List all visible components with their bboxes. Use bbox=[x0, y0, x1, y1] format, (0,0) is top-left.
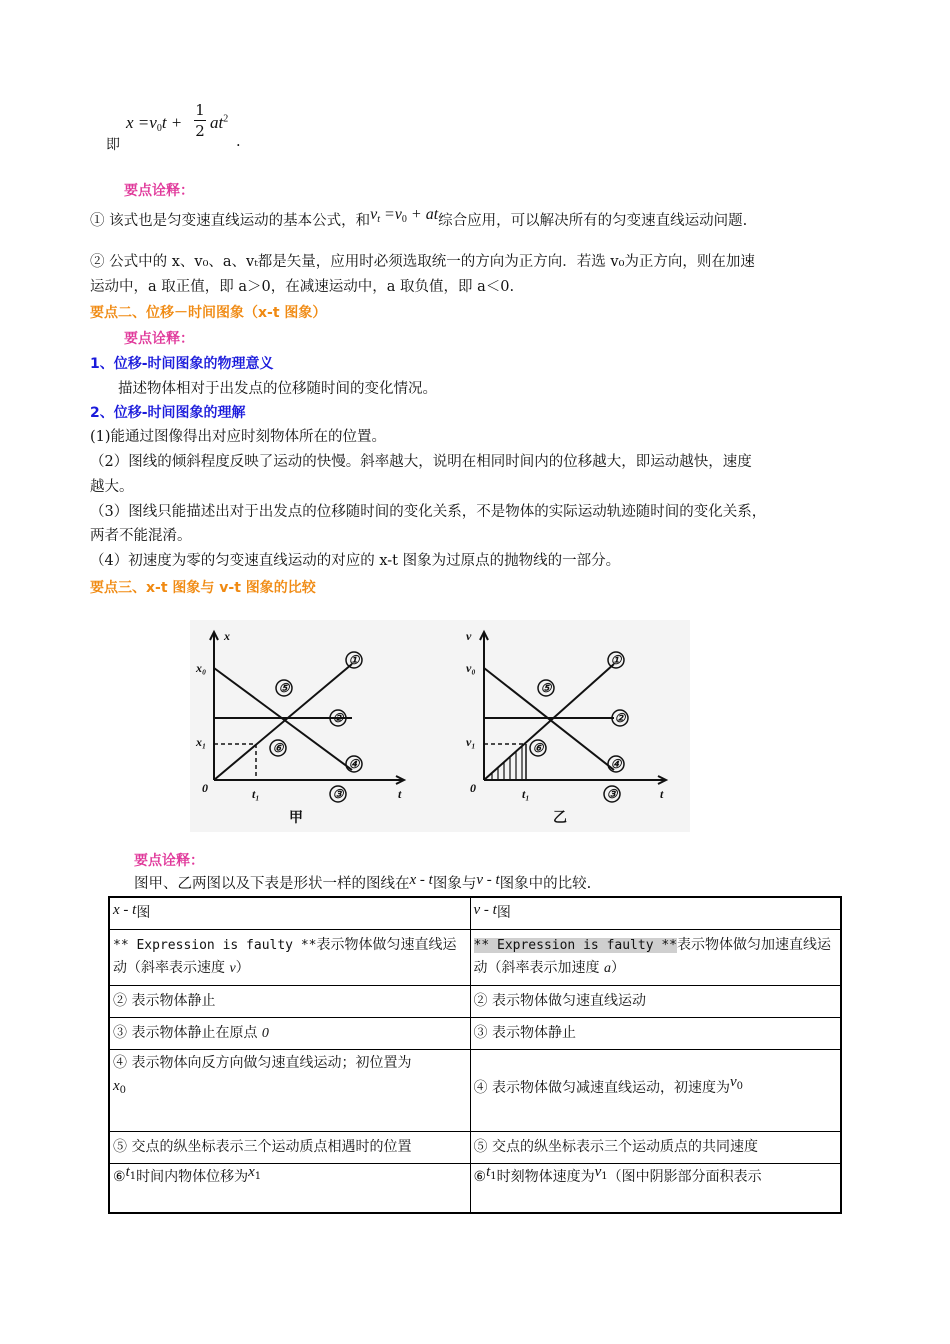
table-row bbox=[109, 1017, 841, 1049]
section-2-title: 要点二、位移－时间图象（x-t 图象） bbox=[90, 305, 327, 321]
row4-right: ④ 表示物体做匀减速直线运动，初速度为$v^0$ bbox=[470, 1049, 841, 1131]
para-2-line2: 运动中，a 取正值，即 a＞0，在减速运动中，a 取负值，即 a＜0. bbox=[90, 279, 515, 295]
sub-1-title: 1、位移-时间图象的物理意义 bbox=[90, 356, 274, 372]
right-marker-6: ⑥ bbox=[532, 741, 544, 755]
left-t-label: t bbox=[398, 787, 402, 801]
header-xt: x - t图 bbox=[109, 897, 470, 929]
formula-lhs: $x =v_0t$ + bbox=[126, 113, 183, 134]
row3-right: ③ 表示物体静止 bbox=[470, 1017, 841, 1049]
sub-1-body: 描述物体相对于出发点的位移随时间的变化情况。 bbox=[118, 381, 437, 397]
right-v1-label: v₁ bbox=[466, 735, 476, 749]
left-marker-5: ⑤ bbox=[278, 681, 290, 695]
left-x0-label: x₀ bbox=[196, 661, 207, 675]
graph-figure bbox=[190, 620, 690, 832]
row1-left: ** Expression is faulty **表示物体做匀速直线运动（斜率表示速度 v） bbox=[109, 929, 470, 985]
note-heading-3: 要点诠释： bbox=[134, 853, 204, 869]
row5-right: ⑤ 交点的纵坐标表示三个运动质点的共同速度 bbox=[470, 1131, 841, 1163]
right-t-label: t bbox=[660, 787, 664, 801]
row5-left: ⑤ 交点的纵坐标表示三个运动质点相遇时的位置 bbox=[109, 1131, 470, 1163]
right-marker-4: ④ bbox=[610, 757, 622, 771]
header-vt: v - t图 bbox=[470, 897, 841, 929]
right-origin-label: 0 bbox=[470, 781, 476, 795]
right-marker-1: ① bbox=[610, 653, 622, 667]
table-row bbox=[109, 1131, 841, 1163]
left-marker-4: ④ bbox=[348, 757, 360, 771]
row4-left: ④ 表示物体向反方向做匀速直线运动；初位置为 $x_0$ bbox=[109, 1049, 470, 1131]
row1-right: ** Expression is faulty **表示物体做匀加速直线运动（斜率表示加速度 a） bbox=[470, 929, 841, 985]
para-2-line1: ② 公式中的 x、v₀、a、vₜ都是矢量，应用时必须选取统一的方向为正方向．若选 v₀为正方向，则在加速 bbox=[90, 254, 755, 270]
right-caption: 乙 bbox=[553, 810, 567, 826]
right-marker-2: ② bbox=[614, 711, 626, 725]
row6-left: $⑥t_1$时间内物体位移为$x_1$ bbox=[109, 1163, 470, 1213]
item-2-line2: 越大。 bbox=[90, 479, 134, 495]
right-y-label: v bbox=[466, 629, 472, 643]
row3-left: ③ 表示物体静止在原点 0 bbox=[109, 1017, 470, 1049]
item-3-line1: （3）图线只能描述出对于出发点的位移随时间的变化关系，不是物体的实际运动轨迹随时间的变化关系， bbox=[90, 504, 767, 520]
right-v0-label: v₀ bbox=[466, 661, 476, 675]
left-y-label: x bbox=[224, 629, 230, 643]
formula-at: $at^2$ bbox=[210, 113, 229, 132]
item-2-line1: （2）图线的倾斜程度反映了运动的快慢。斜率越大，说明在相同时间内的位移越大，即运动越快，速度 bbox=[90, 454, 752, 470]
formula-prefix: 即 bbox=[106, 137, 120, 153]
left-t1-label: t₁ bbox=[252, 787, 260, 801]
item-1: (1)能通过图像得出对应时刻物体所在的位置。 bbox=[90, 429, 387, 445]
left-marker-2: ② bbox=[332, 711, 344, 725]
sub-2-title: 2、位移-时间图象的理解 bbox=[90, 405, 246, 421]
item-4: （4）初速度为零的匀变速直线运动的对应的 x-t 图象为过原点的抛物线的一部分。 bbox=[90, 553, 621, 569]
table-row bbox=[109, 929, 841, 985]
right-marker-5: ⑤ bbox=[540, 681, 552, 695]
left-marker-3: ③ bbox=[332, 787, 344, 801]
formula-suffix: . bbox=[236, 134, 241, 150]
right-t1-label: t₁ bbox=[522, 787, 530, 801]
right-marker-3: ③ bbox=[606, 787, 618, 801]
table-row bbox=[109, 985, 841, 1017]
table-header-row bbox=[109, 897, 841, 929]
table-row bbox=[109, 1049, 841, 1131]
note-heading-2: 要点诠释： bbox=[124, 331, 194, 347]
left-marker-1: ① bbox=[348, 653, 360, 667]
row2-left: ② 表示物体静止 bbox=[109, 985, 470, 1017]
compare-intro: 图甲、乙两图以及下表是形状一样的图线在x - t图象与v - t图象中的比较. bbox=[134, 872, 592, 892]
comparison-table bbox=[108, 896, 842, 1214]
formula-line bbox=[106, 103, 266, 153]
left-origin-label: 0 bbox=[202, 781, 208, 795]
row2-right: ② 表示物体做匀速直线运动 bbox=[470, 985, 841, 1017]
left-caption: 甲 bbox=[289, 810, 303, 826]
formula-fraction: 1 2 bbox=[195, 101, 205, 140]
left-marker-6: ⑥ bbox=[272, 741, 284, 755]
para-1: ① 该式也是匀变速直线运动的基本公式，和$v_t =v_0$ + at综合应用，可以解决所有的匀变速直线运动问题. bbox=[90, 206, 748, 229]
item-3-line2: 两者不能混淆。 bbox=[90, 528, 192, 544]
left-x1-label: x₁ bbox=[196, 735, 207, 749]
section-3-title: 要点三、x-t 图象与 v-t 图象的比较 bbox=[90, 580, 316, 596]
row6-right: $⑥t_1$时刻物体速度为$v_1$（图中阴影部分面积表示 bbox=[470, 1163, 841, 1213]
note-heading-1: 要点诠释： bbox=[124, 183, 194, 199]
table-row bbox=[109, 1163, 841, 1213]
